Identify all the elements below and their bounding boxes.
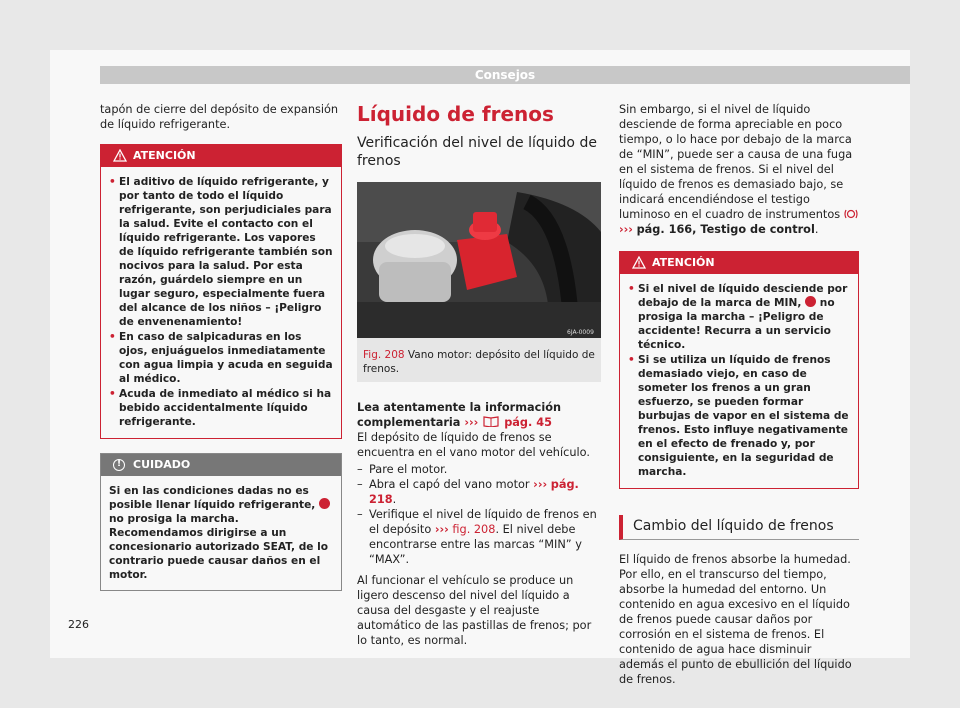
chapter-header: Consejos [100, 66, 910, 84]
cuidado-box [100, 453, 342, 591]
info-circle-icon: ! [113, 459, 125, 471]
stop-symbol-icon [805, 296, 816, 307]
intro-text: tapón de cierre del depósito de expansión de líquido refrigerante. [100, 103, 339, 131]
figure-caption [357, 342, 601, 376]
warning-item: • En caso de salpicaduras en los ojos, enjuáguelos inmediatamente con agua limpia y acuda en seguida al médico. [109, 331, 333, 385]
warning-item: • El aditivo de líquido refrigerante, y por tanto de todo el líquido refrigerante, son perjudiciales para la salud. Evite el contacto con el líquido refrigerante. Los vapores de líquido refrigerante también son nocivos para la salud. Por esta razón, guárdelo siempre en un lugar seguro, especialmente fuera del alcance de los niños – ¡Peligro de envenenamiento! [109, 176, 333, 328]
figure-code: 6JA-0009 [567, 329, 594, 336]
warning-box [100, 144, 342, 439]
cuidado-header [101, 454, 341, 476]
figure [357, 182, 601, 382]
read-page-link[interactable]: pág. 45 [504, 416, 552, 429]
warning-body [101, 167, 341, 438]
warning-item: • Acuda de inmediato al médico si ha bebido accidentalmente líquido refrigerante. [109, 388, 332, 428]
warning-item: • Si el nivel de líquido desciende por debajo de la marca de MIN, no prosiga la marcha – ¡Peligro de accidente! Recurra a un servicio técnico. [628, 283, 848, 351]
cuidado-body: Si en las condiciones dadas no es posible llenar líquido refrigerante, no prosiga la marcha. Recomendamos dirigirse a un concesionario autorizado SEAT, de lo contrario puede causar daños en el motor. [109, 485, 329, 581]
column-2 [357, 102, 601, 648]
engine-bay-photo [357, 182, 601, 338]
paragraph: Sin embargo, si el nivel de líquido desciende de forma apreciable en poco tiempo, o lo hace por debajo de la marca de “MIN”, puede ser a causa de una fuga en el sistema de frenos. Si el nivel del líquido de frenos es demasiado bajo, se indicará encendiéndose el testigo luminoso en el cuadro de instrumentos ››› pág. 166, Testigo de control. [619, 102, 859, 237]
figure-caption-text: Vano motor: depósito del líquido de frenos. [363, 349, 595, 375]
warning-header [101, 145, 341, 167]
cuidado-title: CUIDADO [133, 458, 191, 471]
list-item: – Verifique el nivel de líquido de frenos en el depósito ››› fig. 208. El nivel debe encontrarse entre las marcas “MIN” y “MAX”. [357, 508, 597, 566]
figure-ref-link[interactable]: fig. 208 [452, 523, 496, 536]
subsection-title: Cambio del líquido de frenos [619, 515, 859, 540]
warning-triangle-icon [632, 256, 646, 269]
page-ref-link[interactable]: pág. 166, Testigo de control [636, 223, 815, 236]
brake-warning-icon [844, 209, 858, 219]
section-subtitle: Verificación del nivel de líquido de frenos [357, 135, 597, 169]
read-note: Lea atentamente la información complementaria ››› pág. 45 [357, 401, 561, 429]
warning-header [620, 252, 858, 274]
warning-title: ATENCIÓN [652, 256, 715, 269]
list-item: – Abra el capó del vano motor ››› pág. 218. [357, 478, 579, 506]
warning-triangle-icon [113, 149, 127, 162]
step-list [357, 462, 601, 567]
list-item: – Pare el motor. [357, 463, 448, 476]
warning-item: • Si se utiliza un líquido de frenos demasiado viejo, en caso de someter los frenos a un gran esfuerzo, se pueden formar burbujas de vapor en el sistema de frenos. Esto influye negativamente en el efecto de frenado y, por consiguiente, en la seguridad de marcha. [628, 354, 849, 478]
paragraph: El líquido de frenos absorbe la humedad. Por ello, en el transcurso del tiempo, absorbe la humedad del entorno. Un contenido en agua excesivo en el líquido de frenos puede causar daños por corrosión en el sistema de frenos. El contenido de agua hace disminuir además el punto de ebullición del líquido de frenos. [619, 553, 852, 686]
page-ref-link[interactable]: pág. 218 [369, 478, 579, 506]
column-3 [619, 102, 859, 687]
page-number: 226 [68, 618, 89, 631]
book-icon [482, 415, 500, 427]
section-title: Líquido de frenos [357, 102, 554, 126]
paragraph: Al funcionar el vehículo se produce un ligero descenso del nivel del líquido a causa del desgaste y el reajuste automático de las pastillas de frenos; por lo tanto, es normal. [357, 574, 592, 647]
warning-body [620, 274, 858, 488]
warning-box [619, 251, 859, 489]
figure-label: Fig. 208 [363, 349, 405, 361]
stop-symbol-icon [319, 498, 330, 509]
paragraph: El depósito de líquido de frenos se encuentra en el vano motor del vehículo. [357, 431, 590, 459]
column-1 [100, 102, 342, 591]
warning-title: ATENCIÓN [133, 149, 196, 162]
